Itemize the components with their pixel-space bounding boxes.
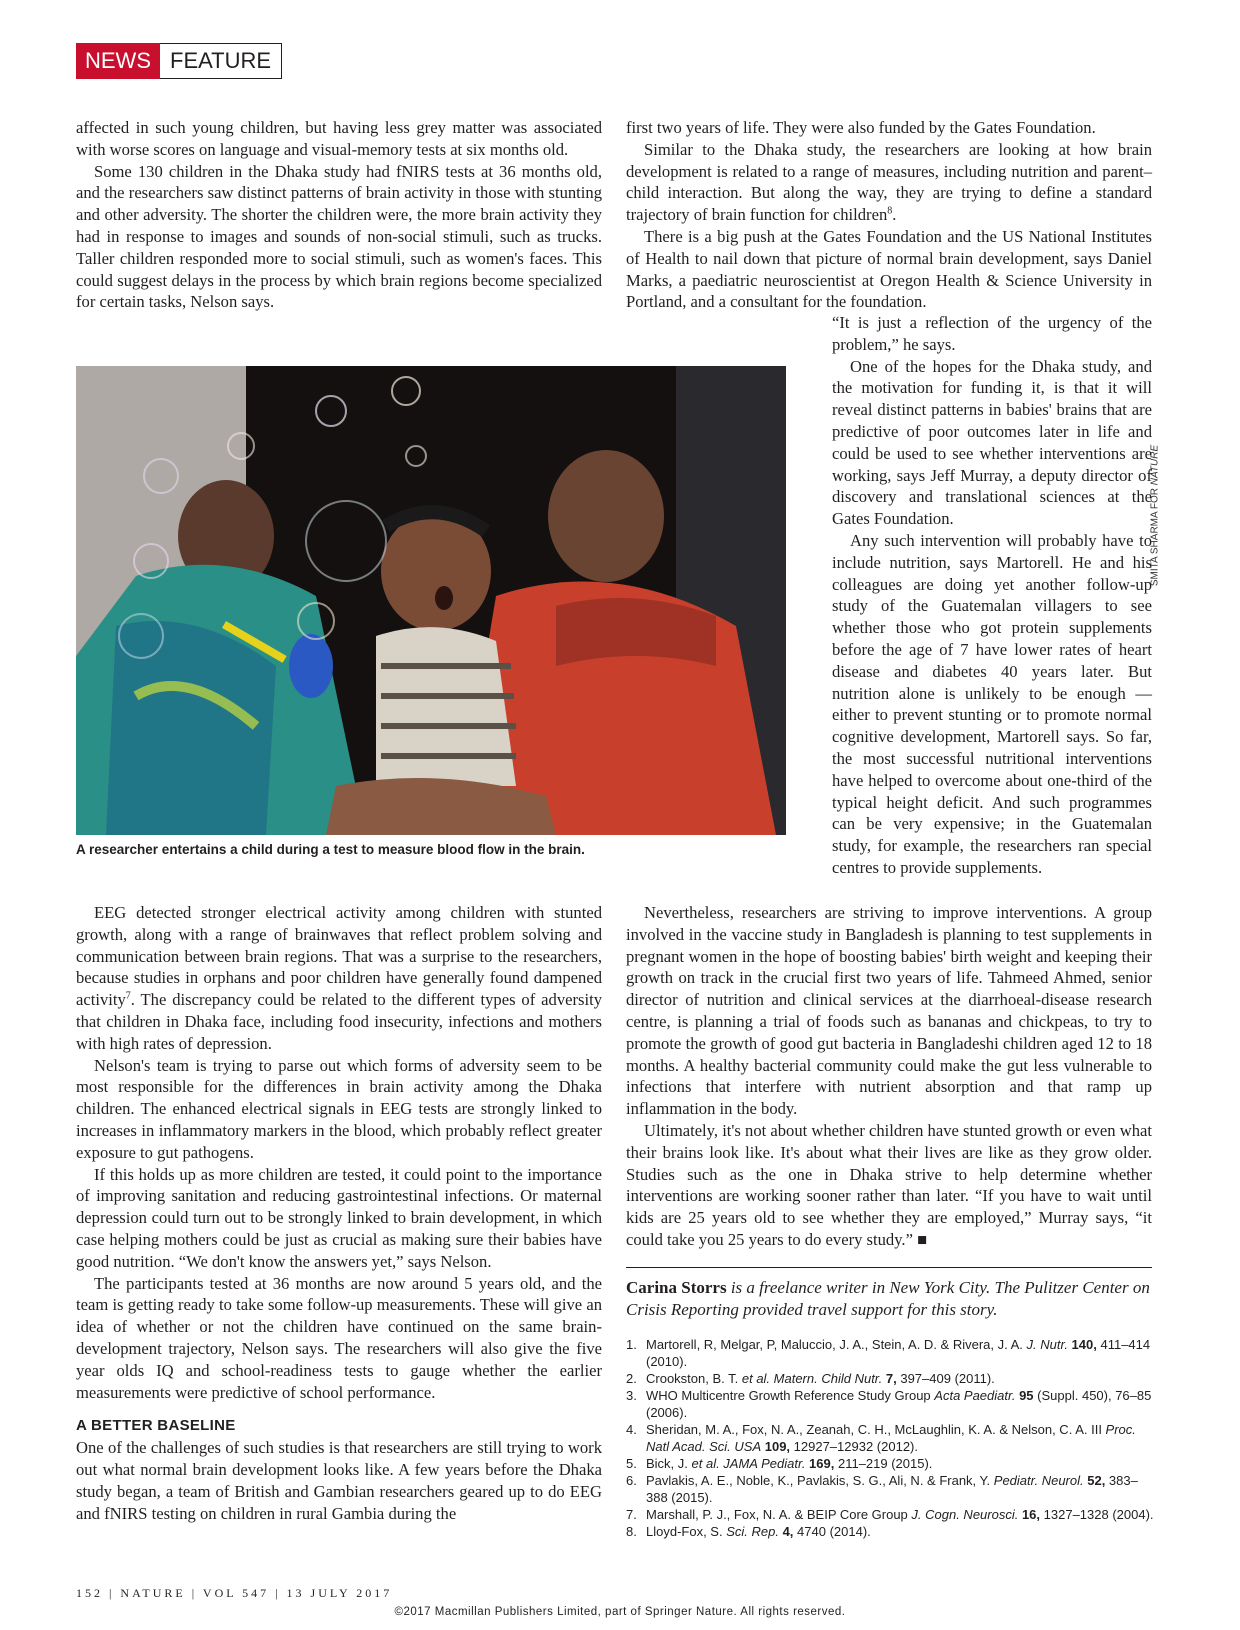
paragraph: Some 130 children in the Dhaka study had fNIRS tests at 36 months old, and the researchers saw distinct patterns of brain activity in those with stunting and other adversity. The shorter the children were, the more brain activity they had in response to images and sounds of non-social stimuli, such as trucks. Taller children responded more to social stimuli, such as women's faces. This could suggest delays in the process by which brain regions become specialized for certain tasks, Nelson says. [76, 161, 602, 312]
feature-label: FEATURE [160, 43, 282, 79]
paragraph-end: . [892, 205, 897, 225]
copyright-notice: ©2017 Macmillan Publishers Limited, part of Springer Nature. All rights reserved. [394, 1606, 846, 1618]
photo-caption: A researcher entertains a child during a test to measure blood flow in the brain. [76, 842, 585, 857]
page-folio: 152 | NATURE | VOL 547 | 13 JULY 2017 [76, 1586, 393, 1600]
reference-item: 6. Pavlakis, A. E., Noble, K., Pavlakis, S. G., Ali, N. & Frank, Y. Pediatr. Neurol. 52, 383–388 (2015). [626, 1473, 1138, 1505]
bio-divider [626, 1267, 1152, 1268]
paragraph-text: Similar to the Dhaka study, the researchers are looking at how brain development is related to a range of measures, including nutrition and parent–child interaction. But along the way, they are trying to define a standard trajectory of brain function for children [626, 139, 1152, 225]
reference-item: 2. Crookston, B. T. et al. Matern. Child Nutr. 7, 397–409 (2011). [626, 1371, 995, 1386]
paragraph: affected in such young children, but having less grey matter was associated with worse scores on language and visual-memory tests at six months old. [76, 118, 602, 159]
paragraph: “It is just a reflection of the urgency of the problem,” he says. [832, 313, 1152, 354]
paragraph [626, 139, 1152, 226]
paragraph: Any such intervention will probably have to include nutrition, says Martorell. He and his colleagues are doing yet another follow-up study of the Guatemalan villagers to see whether those who got protein supplements before the age of 7 have lower rates of heart disease and diabetes 40 years later. But nutrition alone is unlikely to be enough — either to prevent stunting or to promote normal cognitive development, Martorell says. So far, the most successful nutritional interventions have helped to overcome about one-third of the typical height deficit. And such programmes can be very expensive; in the Guatemalan study, for example, the researchers ran special centres to provide supplements. [832, 530, 1152, 877]
bio-text: is a freelance writer in New York City. The Pulitzer Center on Crisis Reporting provided travel support for this story. [626, 1278, 1150, 1319]
reference-item: 1. Martorell, R, Melgar, P, Maluccio, J. A., Stein, A. D. & Rivera, J. A. J. Nutr. 140, 411–414 (2010). [626, 1337, 1151, 1369]
reference-8: 8 [887, 205, 893, 217]
reference-item: 7. Marshall, P. J., Fox, N. A. & BEIP Core Group J. Cogn. Neurosci. 16, 1327–1328 (2004). [626, 1507, 1154, 1522]
paragraph-text: EEG detected stronger electrical activity among children with stunted growth, along with a range of brainwaves that reflect problem solving and communication between brain regions. That was a surprise to the researchers, because studies in orphans and poor children have generally found dampened activity [76, 903, 602, 1010]
article-photo [76, 366, 786, 835]
news-label: NEWS [76, 43, 160, 79]
paragraph-text: Ultimately, it's not about whether children have stunted growth or even what their brains look like. It's about what their lives are like as they grow older. Studies such as the one in Dhaka strive to help determine whether interventions are working sooner rather than later. “If you have to wait until kids are 25 years old to see whether they are employed,” Murray says, “it could take you 25 years to do every study.” [626, 1120, 1152, 1249]
end-mark-icon: ■ [917, 1229, 928, 1249]
credit-name: SMITA SHARMA FOR [1149, 485, 1161, 587]
paragraph: Nevertheless, researchers are striving to improve interventions. A group involved in the vaccine study in Bangladesh is planning to test supplements in pregnant women in the hope of boosting babies' birth weight and keeping their growth on track in the crucial first two years of life. Tahmeed Ahmed, senior director of nutrition and clinical services at the diarrhoeal-disease research centre, is planning a trial of foods such as bananas and chickpeas, to try to promote the growth of good gut bacteria in Bangladeshi children aged 12 to 18 months. A healthy bacterial community could make the gut less vulnerable to infections that interfere with nutrient absorption and that ramp up inflammation in the body. [626, 903, 1152, 1119]
author-name: Carina Storrs [626, 1278, 727, 1297]
paragraph: There is a big push at the Gates Foundation and the US National Institutes of Health to nail down that picture of normal brain development, says Daniel Marks, a paediatric neuroscientist at Oregon Health & Science University in Portland, and a consultant for the foundation. [626, 226, 1152, 312]
section-heading: A BETTER BASELINE [76, 1417, 236, 1435]
narrow-column [832, 312, 1152, 879]
reference-item: 8. Lloyd-Fox, S. Sci. Rep. 4, 4740 (2014). [626, 1524, 871, 1539]
reference-item: 4. Sheridan, M. A., Fox, N. A., Zeanah, C. H., McLaughlin, K. A. & Nelson, C. A. III Proc. Natl Acad. Sci. USA 109, 12927–12932 (2012). [626, 1422, 1136, 1454]
credit-publication: NATURE [1149, 444, 1161, 486]
left-bottom-column [76, 902, 602, 1524]
paragraph: One of the challenges of such studies is that researchers are still trying to work out what normal brain development looks like. A few years before the Dhaka study began, a team of British and Gambian researchers geared up to do EEG and fNIRS testing on children in rural Gambia during the [76, 1438, 602, 1523]
paragraph: first two years of life. They were also funded by the Gates Foundation. [626, 118, 1096, 137]
right-top-column [626, 117, 1152, 313]
left-top-column [76, 117, 602, 313]
author-bio [626, 1277, 1152, 1321]
paragraph: The participants tested at 36 months are now around 5 years old, and the team is getting ready to take some follow-up measurements. These will give an idea of whether or not the children have continued on the same brain-development trajectory, Nelson says. The researchers will also give the five year olds IQ and school-readiness tests to gauge whether the earlier measurements were predictive of school performance. [76, 1273, 602, 1402]
paragraph: Nelson's team is trying to parse out which forms of adversity seem to be most responsible for the differences in brain activity among the Dhaka children. The enhanced electrical signals in EEG tests are strongly linked to increases in inflammatory markers in the blood, which probably reflect greater exposure to gut pathogens. [76, 1055, 602, 1162]
paragraph [76, 902, 602, 1055]
references-list [626, 1336, 1156, 1540]
paragraph: If this holds up as more children are tested, it could point to the importance of improving sanitation and reducing gastrointestinal infections. Or maternal depression could turn out to be strongly linked to brain development, in which case helping mothers could be just as crucial as making sure their babies have good nutrition. “We don't know the answers yet,” says Nelson. [76, 1164, 602, 1271]
reference-7: 7 [125, 990, 131, 1002]
paragraph: One of the hopes for the Dhaka study, and the motivation for funding it, is that it will reveal distinct patterns in babies' brains that are predictive of poor outcomes later in life and could be used to see whether interventions are working, says Jeff Murray, a deputy director of discovery and translational sciences at the Gates Foundation. [832, 356, 1152, 529]
reference-item: 3. WHO Multicentre Growth Reference Study Group Acta Paediatr. 95 (Suppl. 450), 76–85 (2006). [626, 1388, 1152, 1420]
photo-credit [1150, 436, 1161, 596]
reference-item: 5. Bick, J. et al. JAMA Pediatr. 169, 211–219 (2015). [626, 1456, 933, 1471]
paragraph-text: . The discrepancy could be related to the different types of adversity that children in Dhaka face, including food insecurity, infections and mothers with high rates of depression. [76, 990, 602, 1053]
photo-illustration [76, 366, 786, 835]
paragraph [626, 1120, 1152, 1251]
right-bottom-column [626, 902, 1152, 1251]
section-label [76, 43, 282, 79]
